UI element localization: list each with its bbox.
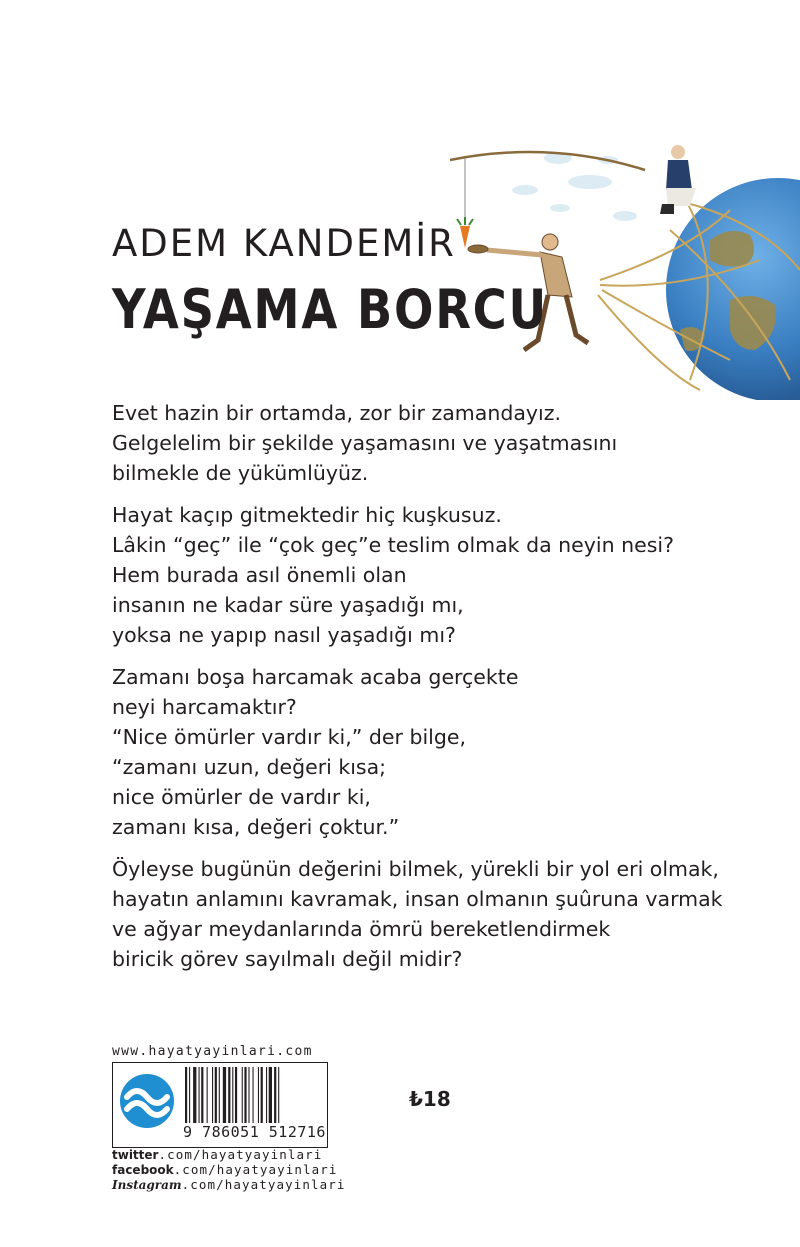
blurb-line: hayatın anlamını kavramak, insan olmanın şuûruna varmak — [112, 887, 723, 911]
instagram-brand: Instagram — [112, 1178, 182, 1192]
blurb-line: Hayat kaçıp gitmektedir hiç kuşkusuz. — [112, 503, 502, 527]
book-title: YAŞAMA BORCU — [112, 278, 548, 341]
author-name: ADEM KANDEMİR — [112, 222, 456, 265]
blurb-line: insanın ne kadar süre yaşadığı mı, — [112, 593, 464, 617]
blurb-paragraph-2 — [112, 500, 772, 650]
blurb-line: neyi harcamaktır? — [112, 695, 297, 719]
twitter-link[interactable] — [112, 1147, 322, 1163]
instagram-path: .com/hayatyayinlari — [181, 1177, 346, 1192]
blurb-line: Evet hazin bir ortamda, zor bir zamandayız. — [112, 401, 561, 425]
blurb-paragraph-3 — [112, 662, 772, 842]
barcode-panel — [112, 1062, 328, 1148]
blurb-paragraph-4 — [112, 854, 772, 974]
instagram-link[interactable] — [112, 1177, 346, 1193]
facebook-brand: facebook — [112, 1163, 174, 1177]
blurb-paragraph-1 — [112, 398, 772, 488]
back-cover-blurb — [112, 398, 772, 986]
blurb-line: Öyleyse bugünün değerini bilmek, yürekli bir yol eri olmak, — [112, 857, 719, 881]
publisher-website[interactable]: www.hayatyayinlari.com — [112, 1044, 313, 1059]
blurb-line: Gelgelelim bir şekilde yaşamasını ve yaşatmasını — [112, 431, 618, 455]
blurb-line: “zamanı uzun, değeri kısa; — [112, 755, 387, 779]
twitter-brand: twitter — [112, 1148, 159, 1162]
blurb-line: Lâkin “geç” ile “çok geç”e teslim olmak da neyin nesi? — [112, 533, 674, 557]
facebook-path: .com/hayatyayinlari — [173, 1162, 338, 1177]
globe-shape — [666, 178, 800, 400]
blurb-line: Hem burada asıl önemli olan — [112, 563, 407, 587]
blurb-line: nice ömürler de vardır ki, — [112, 785, 371, 809]
barcode-icon — [183, 1067, 323, 1125]
blurb-line: Zamanı boşa harcamak acaba gerçekte — [112, 665, 519, 689]
blurb-line: ve ağyar meydanlarında ömrü bereketlendirmek — [112, 917, 611, 941]
sitting-man-figure — [660, 145, 696, 214]
blurb-line: yoksa ne yapıp nasıl yaşadığı mı? — [112, 623, 456, 647]
publisher-logo-icon — [119, 1073, 175, 1129]
globe-illustration — [430, 130, 800, 400]
price-label: ₺18 — [409, 1087, 451, 1111]
facebook-link[interactable] — [112, 1162, 338, 1178]
blurb-line: bilmekle de yükümlüyüz. — [112, 461, 369, 485]
blurb-line: zamanı kısa, değeri çoktur.” — [112, 815, 400, 839]
isbn-number: 9 786051 512716 — [183, 1123, 326, 1141]
blurb-line: biricik görev sayılmalı değil midir? — [112, 947, 463, 971]
blurb-line: “Nice ömürler vardır ki,” der bilge, — [112, 725, 466, 749]
twitter-path: .com/hayatyayinlari — [158, 1147, 323, 1162]
